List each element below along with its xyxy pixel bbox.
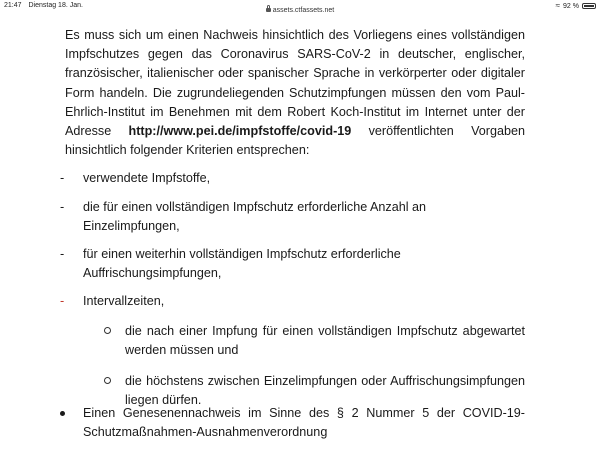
status-bar (0, 0, 600, 12)
list-item-text: verwendete Impfstoffe, (83, 171, 211, 186)
status-right (556, 0, 596, 13)
list-item-text: Intervallzeiten, (83, 294, 165, 309)
sub-list-item (65, 322, 525, 360)
lock-icon (266, 8, 271, 12)
list-item (60, 198, 525, 236)
criteria-list (60, 169, 525, 311)
wifi-icon: ≈ (555, 1, 561, 10)
bullet-icon (60, 411, 65, 416)
intro-paragraph (65, 26, 525, 160)
dash-marker: - (60, 199, 65, 214)
list-item (60, 245, 525, 283)
list-item-text: für einen weiterhin vollständigen Impfschutz erforderliche Auffrischungsimpfungen, (83, 247, 401, 281)
status-date: Dienstag 18. Jan. (28, 2, 83, 9)
intro-text: Es muss sich um einen Nachweis hinsichtlich des Vorliegens eines vollständigen Impfschutzes gegen das Coronavirus SARS-CoV-2 in deutscher, englischer, französischer, italienischer oder spanischer Sprache in verkörperter oder digitaler Form handeln. Die zugrundeliegenden Schutzimpfungen müssen den vom Paul-Ehrlich-Institut im Benehmen mit dem Robert Koch-Institut im Internet unter der Adresse (65, 28, 525, 139)
list-item (60, 292, 525, 311)
dash-marker: - (60, 171, 65, 186)
status-time: 21:47 (4, 2, 22, 9)
battery-icon (582, 3, 596, 9)
recovery-proof-item (65, 404, 525, 442)
circle-bullet-icon (104, 327, 111, 334)
url-text: assets.ctfassets.net (272, 7, 335, 14)
dash-marker: - (60, 247, 65, 262)
list-item-text: die für einen vollständigen Impfschutz erforderliche Anzahl an Einzelimpfungen, (83, 199, 427, 233)
battery-percent: 92 % (563, 3, 579, 10)
address-bar[interactable] (0, 5, 600, 17)
list-item (60, 169, 525, 188)
dash-marker: - (60, 294, 65, 309)
pei-link[interactable]: http://www.pei.de/impfstoffe/covid-19 (128, 124, 352, 139)
sub-list-item-text: die höchstens zwischen Einzelimpfungen oder Auffrischungsimpfungen liegen dürfen. (125, 374, 525, 408)
sub-list-item-text: die nach einer Impfung für einen vollständigen Impfschutz abgewartet werden müssen und (125, 323, 525, 357)
intro-text-end: veröffentlichten Vorgaben hinsichtlich folgender Kriterien entsprechen: (65, 124, 526, 158)
bullet-item-text: Einen Genesenennachweis im Sinne des § 2 Nummer 5 der COVID-19-Schutzmaßnahmen-Ausnahmenverordnung (83, 406, 525, 440)
circle-bullet-icon (104, 377, 111, 384)
document-body (60, 26, 526, 422)
interval-sub-list (65, 322, 525, 411)
